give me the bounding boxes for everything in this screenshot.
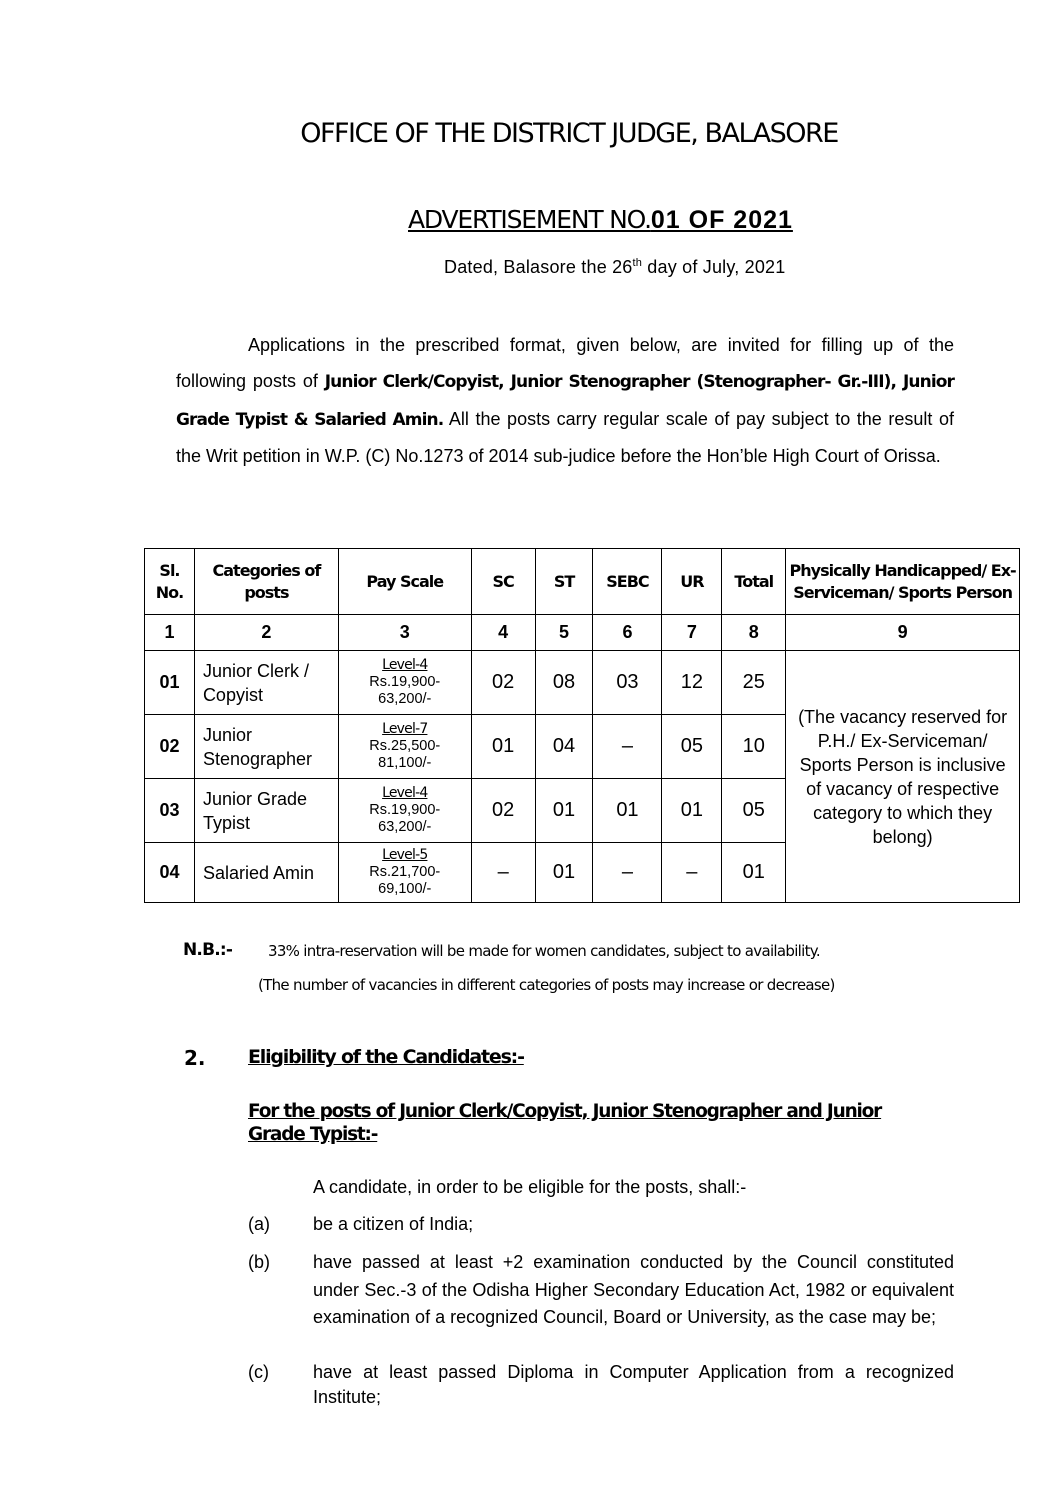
item-text: have passed at least +2 examination conducted by the Council constituted under Sec.-3 of the Odisha Higher Secondary Education Act, 1982 or equivalent examination of a recognized Council, Board or University, as the case may be; (313, 1252, 954, 1327)
intro-text-1: Applications in the prescribed format, given below, are invited for filling up of the following posts of (176, 335, 954, 392)
col-header: UR (662, 549, 722, 615)
st-count: 01 (535, 843, 593, 903)
col-number: 6 (593, 615, 662, 651)
post-category: Salaried Amin (194, 843, 338, 903)
office-title: OFFICE OF THE DISTRICT JUDGE, BALASORE (300, 118, 838, 149)
item-marker: (a) (248, 1214, 270, 1234)
col-number: 2 (194, 615, 338, 651)
col-header: Physically Handicapped/ Ex-Serviceman/ Sports Person (786, 549, 1020, 615)
pay-level: Level-5 (382, 847, 428, 863)
col-number: 8 (722, 615, 786, 651)
intro-paragraph (176, 327, 954, 474)
sebc-count: 03 (593, 651, 662, 715)
sc-count: 02 (471, 779, 535, 843)
item-text: be a citizen of India; (313, 1214, 474, 1234)
intro-text-2: All the posts carry regular scale of pay subject to the result of the Writ petition in W.P. (C) No.1273 of 2014 sub-judice before the Hon’ble High Court of Orissa. (176, 408, 954, 466)
col-header: Categories of posts (194, 549, 338, 615)
pay-range-start: Rs.19,900- (369, 802, 441, 818)
col-header: ST (535, 549, 593, 615)
ur-count: – (662, 843, 722, 903)
col-number: 7 (662, 615, 722, 651)
sl-no: 04 (145, 843, 195, 903)
dated-sup: th (632, 257, 643, 269)
pay-range-start: Rs.25,500- (369, 738, 441, 754)
adv-number: 01 OF 2021 (650, 206, 793, 234)
col-number: 9 (786, 615, 1020, 651)
pay-scale (338, 651, 471, 715)
col-number: 4 (471, 615, 535, 651)
total-count: 01 (722, 843, 786, 903)
section-number: 2. (184, 1046, 206, 1070)
sc-count: 01 (471, 715, 535, 779)
pay-scale (338, 843, 471, 903)
col-header: Total (722, 549, 786, 615)
ur-count: 01 (662, 779, 722, 843)
item-marker: (b) (248, 1252, 270, 1272)
table-column-number-row (145, 615, 1020, 651)
sc-count: 02 (471, 651, 535, 715)
pay-scale (338, 715, 471, 779)
table-header-row (145, 549, 1020, 615)
intro-posts: Junior Clerk/Copyist, Junior Stenographer (Stenographer- Gr.-III), Junior Grade Typist & Salaried Amin. (176, 372, 955, 430)
advertisement-number (408, 205, 793, 235)
st-count: 04 (535, 715, 593, 779)
eligibility-intro: A candidate, in order to be eligible for the posts, shall:- (313, 1177, 747, 1197)
date-line (444, 257, 785, 278)
item-marker: (c) (248, 1362, 269, 1382)
reserved-note: (The vacancy reserved for P.H./ Ex-Serviceman/ Sports Person is inclusive of vacancy of respective category to which they belong) (786, 651, 1020, 903)
pay-level: Level-4 (382, 785, 428, 801)
pay-range-start: Rs.19,900- (369, 674, 441, 690)
col-header: Pay Scale (338, 549, 471, 615)
dated-post: day of July, 2021 (642, 257, 786, 277)
col-number: 5 (535, 615, 593, 651)
col-number: 1 (145, 615, 195, 651)
sebc-count: – (593, 715, 662, 779)
total-count: 10 (722, 715, 786, 779)
item-text: have at least passed Diploma in Computer Application from a recognized Institute; (313, 1362, 954, 1407)
nb-line-2: (The number of vacancies in different categories of posts may increase or decrease) (258, 976, 835, 994)
ur-count: 12 (662, 651, 722, 715)
post-category: Junior Grade Typist (194, 779, 338, 843)
pay-level: Level-4 (382, 657, 428, 673)
table-row (145, 651, 1020, 715)
sebc-count: – (593, 843, 662, 903)
nb-line-1: 33% intra-reservation will be made for women candidates, subject to availability. (268, 942, 820, 960)
pay-scale (338, 779, 471, 843)
sc-count: – (471, 843, 535, 903)
post-category: Junior Clerk / Copyist (194, 651, 338, 715)
pay-level: Level-7 (382, 721, 428, 737)
sl-no: 03 (145, 779, 195, 843)
dated-pre: Dated, Balasore the 26 (444, 257, 633, 277)
st-count: 01 (535, 779, 593, 843)
section-subheading: For the posts of Junior Clerk/Copyist, Junior Stenographer and Junior Grade Typist:- (248, 1101, 882, 1145)
vacancy-table (144, 548, 1020, 903)
pay-range-end: 63,200/- (378, 691, 432, 707)
post-category: Junior Stenographer (194, 715, 338, 779)
col-header: Sl. No. (145, 549, 195, 615)
section-heading: Eligibility of the Candidates:- (248, 1046, 524, 1068)
pay-range-end: 63,200/- (378, 819, 432, 835)
sl-no: 01 (145, 651, 195, 715)
sl-no: 02 (145, 715, 195, 779)
col-header: SC (471, 549, 535, 615)
pay-range-end: 81,100/- (378, 755, 432, 771)
pay-range-end: 69,100/- (378, 881, 432, 897)
total-count: 05 (722, 779, 786, 843)
pay-range-start: Rs.21,700- (369, 864, 441, 880)
ur-count: 05 (662, 715, 722, 779)
sebc-count: 01 (593, 779, 662, 843)
col-number: 3 (338, 615, 471, 651)
col-header: SEBC (593, 549, 662, 615)
total-count: 25 (722, 651, 786, 715)
adv-prefix: ADVERTISEMENT NO. (408, 205, 651, 234)
st-count: 08 (535, 651, 593, 715)
nb-label: N.B.:- (183, 940, 233, 960)
